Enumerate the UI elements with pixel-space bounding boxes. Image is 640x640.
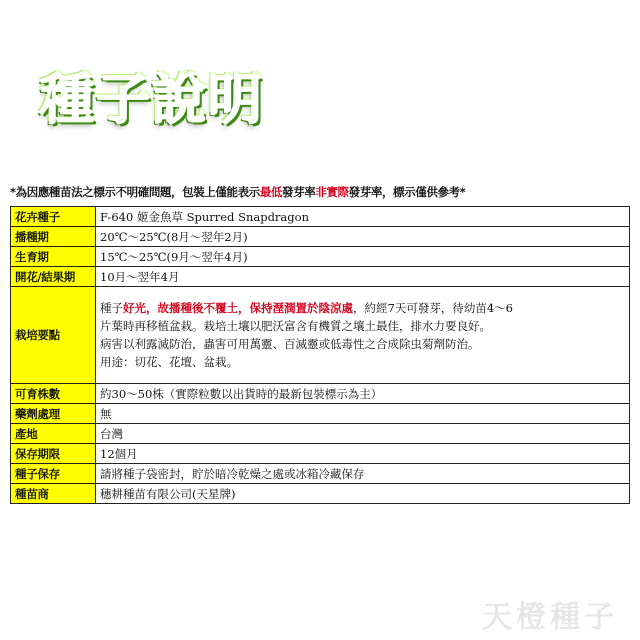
- row-value-flower: F-640 姬金魚草 Spurred Snapdragon: [96, 207, 630, 227]
- notice-mid: 發芽率: [282, 185, 316, 199]
- cultivation-highlight: 好光，故播種後不覆土，保持溼潤置於陰涼處: [123, 301, 353, 315]
- table-row: [11, 424, 630, 444]
- row-value-sowing: 20℃～25℃(8月～翌年2月): [96, 227, 630, 247]
- title-banner: [18, 52, 286, 138]
- row-label-supplier: 種苗商: [11, 484, 96, 504]
- row-label-count: 可育株數: [11, 384, 96, 404]
- row-value-shelf: 12個月: [96, 444, 630, 464]
- row-label-sowing: 播種期: [11, 227, 96, 247]
- row-value-growth: 15℃～25℃(9月～翌年4月): [96, 247, 630, 267]
- table-row: [11, 207, 630, 227]
- row-value-storage: 請將種子袋密封，貯於暗冷乾燥之處或冰箱冷藏保存: [96, 464, 630, 484]
- cultivation-line-4: 用途：切花、花壇、盆栽。: [100, 355, 238, 369]
- notice-prefix: *為因應種苗法之標示不明確問題，包裝上僅能表示: [10, 185, 260, 199]
- table-row: [11, 464, 630, 484]
- row-label-flower: 花卉種子: [11, 207, 96, 227]
- row-value-origin: 台灣: [96, 424, 630, 444]
- cultivation-line-1: [100, 299, 625, 317]
- row-label-origin: 產地: [11, 424, 96, 444]
- table-row: [11, 287, 630, 384]
- row-label-shelf: 保存期限: [11, 444, 96, 464]
- row-value-count: 約30～50株（實際粒數以出貨時的最新包裝標示為主）: [96, 384, 630, 404]
- notice-red-1: 最低: [259, 185, 283, 199]
- row-label-storage: 種子保存: [11, 464, 96, 484]
- table-row: [11, 384, 630, 404]
- cultivation-line-3: 病害以利露滅防治，蟲害可用萬靈、百滅靈或低毒性之合成除虫菊劑防治。: [100, 337, 480, 351]
- seed-spec-table: [10, 206, 630, 504]
- row-value-supplier: 穗耕種苗有限公司(天星牌): [96, 484, 630, 504]
- table-row: [11, 484, 630, 504]
- table-row: [11, 404, 630, 424]
- row-label-bloom: 開花/結果期: [11, 267, 96, 287]
- cultivation-line-1-pre: 種子: [100, 301, 123, 315]
- table-row: [11, 444, 630, 464]
- row-label-chem: 藥劑處理: [11, 404, 96, 424]
- row-value-chem: 無: [96, 404, 630, 424]
- notice-suffix: 發芽率，標示僅供參考*: [348, 185, 466, 199]
- cultivation-line-2: 片葉時再移植盆栽。栽培土壤以肥沃富含有機質之壤土最佳，排水力要良好。: [100, 319, 491, 333]
- notice-red-2: 非實際: [315, 185, 349, 199]
- page-title: 種子說明: [40, 67, 264, 131]
- cultivation-line-1-post: ，約經7天可發芽，待幼苗4～6: [353, 301, 513, 315]
- table-row: [11, 247, 630, 267]
- row-value-cultivation: [96, 287, 630, 384]
- row-value-bloom: 10月～翌年4月: [96, 267, 630, 287]
- table-row: [11, 227, 630, 247]
- disclaimer-notice: [10, 184, 630, 200]
- brand-watermark: 天橙種子: [482, 600, 618, 635]
- table-row: [11, 267, 630, 287]
- row-label-growth: 生育期: [11, 247, 96, 267]
- row-label-cultivation: 栽培要點: [11, 287, 96, 384]
